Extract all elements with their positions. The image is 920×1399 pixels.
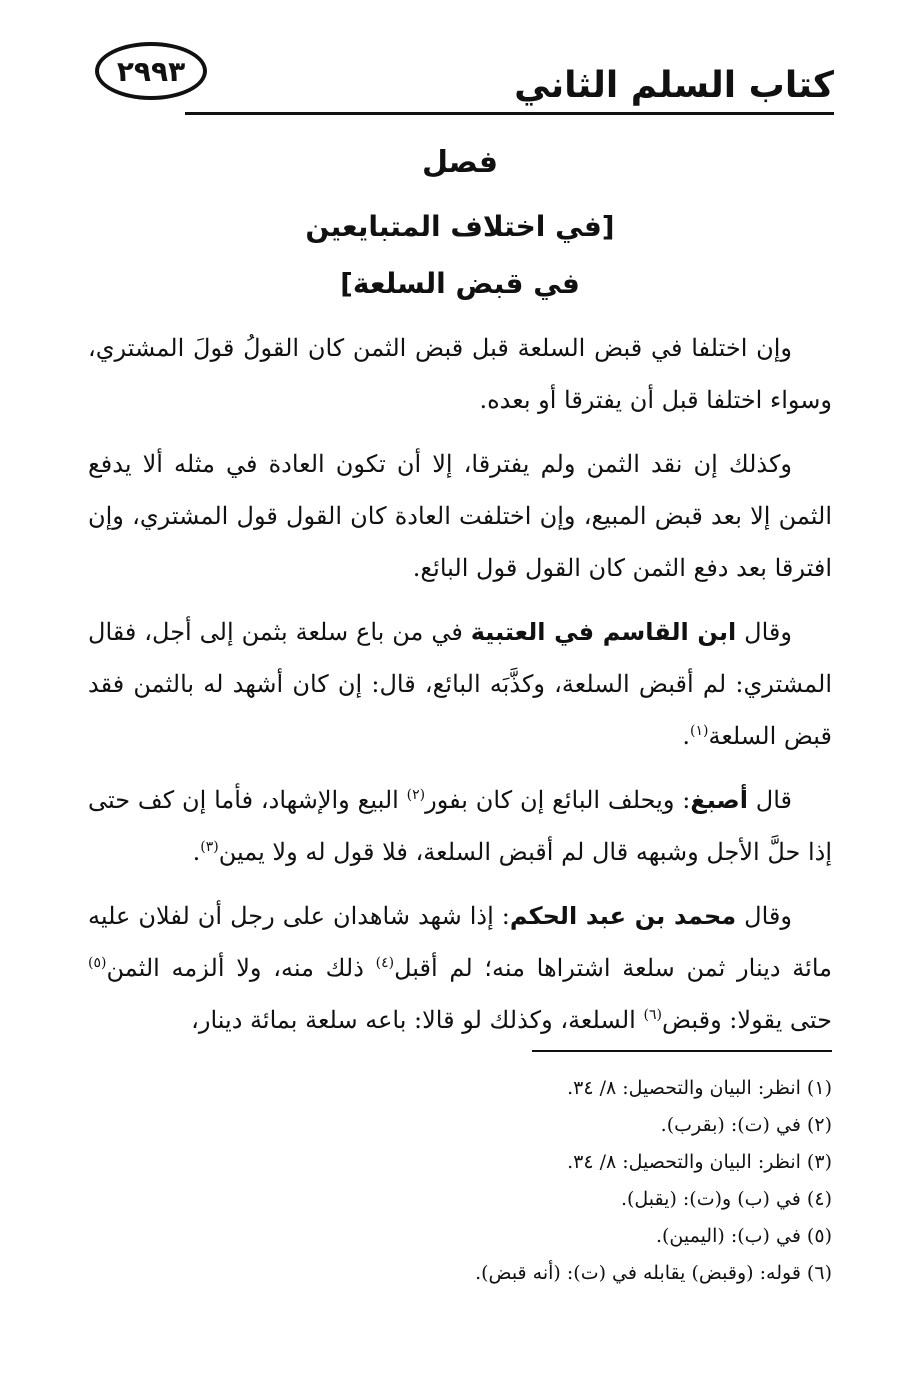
footnote-4: (٤) في (ب) و(ت): (يقبل).: [620, 1188, 832, 1210]
footnote-ref-2: (٢): [406, 787, 426, 803]
paragraph-5: [88, 890, 832, 1046]
paragraph-5-end: السلعة، وكذلك لو قالا: باعه سلعة بمائة دينار،: [191, 1006, 644, 1034]
paragraph-5-text-3: حتى يقولا: وقبض: [661, 1006, 832, 1034]
topic-heading: [في اختلاف المتبايعين: [305, 210, 615, 243]
paragraph-4: [88, 774, 832, 878]
cited-name-asbagh: أصبغ: [690, 786, 748, 814]
paragraph-4-end: .: [192, 838, 201, 866]
paragraph-3-pre: وقال: [736, 618, 792, 646]
page-number-badge: ٢٩٩٣: [95, 42, 207, 100]
paragraph-5-pre: وقال: [736, 902, 792, 930]
paragraph-3-text: في من باع سلعة بثمن إلى أجل، فقال المشتري: لم أقبض السلعة، وكذَّبَه البائع، قال: إن كان أشهد له بالثمن فقد قبض السلعة: [88, 618, 832, 750]
paragraph-3: [88, 606, 832, 762]
cited-name-ibn-al-qasim: ابن القاسم في العتبية: [470, 618, 737, 646]
paragraph-4-pre: قال: [747, 786, 792, 814]
footnote-ref-4: (٤): [375, 955, 395, 971]
footnote-5: (٥) في (ب): (اليمين).: [655, 1225, 832, 1247]
footnotes-list: [88, 1070, 832, 1292]
footnote-ref-1: (١): [690, 723, 709, 739]
footnote-ref-6: (٦): [643, 1007, 662, 1023]
chapter-heading: فصل: [422, 145, 498, 180]
header-rule: [185, 112, 834, 115]
footnote-6: (٦) قوله: (وقبض) يقابله في (ت): (أنه قبض).: [475, 1262, 832, 1284]
paragraph-4-text-2: البيع والإشهاد، فأما إن كف حتى إذا حلَّ الأجل وشبهه قال لم أقبض السلعة، فلا قول له ولا يمين: [88, 786, 832, 866]
paragraph-5-text-1: : إذا شهد شاهدان على رجل أن لفلان عليه مائة دينار ثمن سلعة اشتراها منه؛ لم أقبل: [88, 902, 833, 982]
paragraph-2: وكذلك إن نقد الثمن ولم يفترقا، إلا أن تكون العادة في مثله ألا يدفع الثمن إلا بعد قبض المبيع، وإن اختلفت العادة كان القول قول المشتري، وإن افترقا بعد دفع الثمن كان القول قول البائع.: [88, 450, 832, 582]
footnote-2: (٢) في (ت): (بقرب).: [660, 1114, 832, 1136]
footnote-separator: [532, 1050, 832, 1052]
paragraph-5-text-2: ذلك منه، ولا ألزمه الثمن: [106, 954, 376, 982]
paragraph-1: وإن اختلفا في قبض السلعة قبل قبض الثمن كان القولُ قولَ المشتري، وسواء اختلفا قبل أن يفترقا أو بعده.: [88, 334, 832, 414]
paragraph-4-text-1: : ويحلف البائع إن كان بفور: [425, 786, 691, 814]
paragraph-3-end: .: [682, 722, 690, 750]
footnote-ref-5: (٥): [88, 955, 107, 971]
book-title: كتاب السلم الثاني: [514, 65, 834, 106]
body-text: [88, 322, 832, 1058]
subtopic-heading: في قبض السلعة]: [340, 267, 580, 300]
cited-name-ibn-abd-al-hakam: محمد بن عبد الحكم: [509, 902, 737, 930]
footnote-1: (١) انظر: البيان والتحصيل: ٨/ ٣٤.: [567, 1077, 832, 1099]
footnote-3: (٣) انظر: البيان والتحصيل: ٨/ ٣٤.: [567, 1151, 832, 1173]
footnote-ref-3: (٣): [200, 839, 219, 855]
